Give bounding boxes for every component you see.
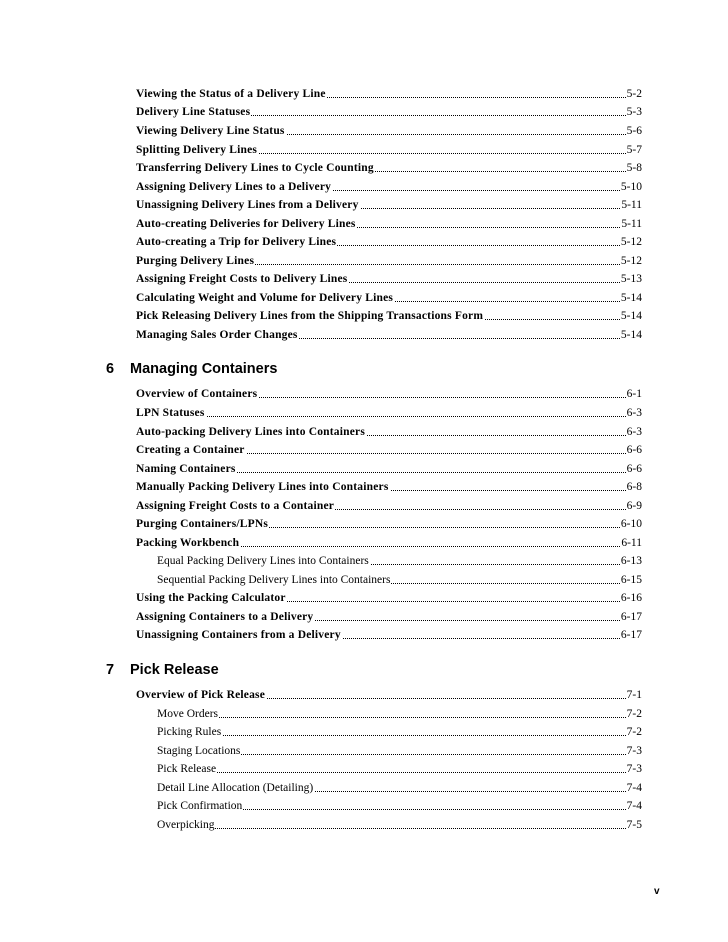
toc-entry[interactable] [0,404,728,422]
toc-entry-title: Managing Sales Order Changes [136,326,299,344]
toc-entry-page: 5-7 [626,141,642,159]
toc-entry-page: 6-17 [620,608,642,626]
toc-entry-title: Unassigning Delivery Lines from a Delivery [136,196,360,214]
toc-entry-page: 5-6 [626,122,642,140]
toc-subentry[interactable] [0,723,728,741]
toc-entry-title: Auto-packing Delivery Lines into Containers [136,423,366,441]
toc-entry[interactable] [0,686,728,704]
toc-subentry[interactable] [0,797,728,815]
chapter-number: 6 [106,361,115,377]
toc-subentry[interactable] [0,779,728,797]
toc-entry[interactable] [0,423,728,441]
toc-entry-title: Overview of Pick Release [136,686,266,704]
toc-entry[interactable] [0,307,728,325]
toc-entry-page: 6-6 [626,460,642,478]
toc-entry-page: 6-17 [620,626,642,644]
toc-entry[interactable] [0,233,728,251]
toc-entry-title: LPN Statuses [136,404,206,422]
toc-entry[interactable] [0,103,728,121]
toc-entry[interactable] [0,326,728,344]
chapter-title: Managing Containers [130,361,278,377]
toc-entry-page: 5-2 [626,85,642,103]
toc-entry-title: Auto-creating a Trip for Delivery Lines [136,233,337,251]
toc-entry-title: Splitting Delivery Lines [136,141,258,159]
toc-entry-title: Picking Rules [157,723,222,741]
chapter-title: Pick Release [130,662,219,678]
toc-entry[interactable] [0,252,728,270]
toc-entry-title: Using the Packing Calculator [136,589,287,607]
toc-entry-page: 6-15 [620,571,642,589]
toc-entry-page: 7-4 [626,797,642,815]
toc-entry-page: 7-2 [626,705,642,723]
toc-subentry[interactable] [0,816,728,834]
toc-entry-page: 5-11 [620,196,642,214]
toc-entry-page: 5-14 [620,289,642,307]
toc-entry-title: Calculating Weight and Volume for Delivery Lines [136,289,394,307]
toc-entry-page: 7-1 [626,686,642,704]
toc-entry-title: Assigning Freight Costs to a Container [136,497,335,515]
toc-entry-page: 5-12 [620,233,642,251]
toc-entry-title: Packing Workbench [136,534,240,552]
dot-leader [157,705,642,723]
toc-entry[interactable] [0,515,728,533]
toc-entry-title: Assigning Containers to a Delivery [136,608,314,626]
toc-entry-title: Pick Release [157,760,217,778]
toc-entry[interactable] [0,385,728,403]
toc-subentry[interactable] [0,742,728,760]
toc-entry-page: 6-8 [626,478,642,496]
toc-entry-title: Assigning Delivery Lines to a Delivery [136,178,332,196]
toc-entry-title: Viewing Delivery Line Status [136,122,286,140]
toc-entry-page: 5-12 [620,252,642,270]
toc-entry-title: Purging Delivery Lines [136,252,255,270]
toc-entry-title: Overpicking [157,816,215,834]
toc-subentry[interactable] [0,571,728,589]
toc-entry-title: Pick Releasing Delivery Lines from the Shipping Transactions Form [136,307,484,325]
chapter-heading[interactable] [106,361,277,377]
toc-entry-page: 6-16 [620,589,642,607]
toc-subentry[interactable] [0,760,728,778]
toc-entry[interactable] [0,589,728,607]
toc-entry-page: 6-3 [626,404,642,422]
toc-entry-title: Move Orders [157,705,219,723]
toc-entry-title: Detail Line Allocation (Detailing) [157,779,314,797]
toc-entry-title: Overview of Containers [136,385,258,403]
toc-entry-page: 5-8 [626,159,642,177]
toc-entry[interactable] [0,178,728,196]
toc-entry-page: 5-13 [620,270,642,288]
toc-entry-page: 6-11 [620,534,642,552]
toc-entry-title: Purging Containers/LPNs [136,515,269,533]
page-folio: v [654,886,660,897]
toc-entry[interactable] [0,215,728,233]
toc-subentry[interactable] [0,552,728,570]
toc-entry[interactable] [0,478,728,496]
toc-entry[interactable] [0,460,728,478]
dot-leader [157,760,642,778]
toc-entry-page: 5-14 [620,326,642,344]
toc-entry[interactable] [0,497,728,515]
toc-entry[interactable] [0,626,728,644]
toc-entry[interactable] [0,196,728,214]
toc-entry-title: Sequential Packing Delivery Lines into Containers [157,571,391,589]
toc-entry-title: Manually Packing Delivery Lines into Containers [136,478,390,496]
toc-entry-title: Naming Containers [136,460,237,478]
chapter-heading[interactable] [106,662,219,678]
toc-entry-title: Staging Locations [157,742,241,760]
toc-entry-page: 6-3 [626,423,642,441]
toc-entry-title: Equal Packing Delivery Lines into Containers [157,552,370,570]
toc-entry-title: Unassigning Containers from a Delivery [136,626,342,644]
toc-entry-page: 7-2 [626,723,642,741]
toc-entry-title: Viewing the Status of a Delivery Line [136,85,327,103]
toc-entry-page: 6-1 [626,385,642,403]
toc-entry[interactable] [0,122,728,140]
dot-leader [136,404,642,422]
toc-entry[interactable] [0,441,728,459]
toc-entry[interactable] [0,608,728,626]
toc-entry-page: 6-6 [626,441,642,459]
toc-entry[interactable] [0,85,728,103]
toc-entry-page: 5-3 [626,103,642,121]
toc-entry-page: 5-14 [620,307,642,325]
toc-entry-title: Pick Confirmation [157,797,243,815]
toc-entry-page: 5-11 [620,215,642,233]
toc-entry-title: Delivery Line Statuses [136,103,251,121]
toc-subentry[interactable] [0,705,728,723]
toc-entry-page: 5-10 [620,178,642,196]
toc-entry-page: 7-4 [626,779,642,797]
toc-entry[interactable] [0,159,728,177]
toc-entry[interactable] [0,270,728,288]
toc-entry-title: Creating a Container [136,441,246,459]
toc-entry-title: Assigning Freight Costs to Delivery Lines [136,270,348,288]
toc-entry-page: 7-3 [626,760,642,778]
toc-entry-title: Transferring Delivery Lines to Cycle Counting [136,159,375,177]
toc-entry[interactable] [0,534,728,552]
toc-entry[interactable] [0,289,728,307]
toc-entry-page: 6-13 [620,552,642,570]
chapter-number: 7 [106,662,115,678]
dot-leader [157,816,642,834]
toc-entry-page: 7-5 [626,816,642,834]
toc-entry-page: 6-10 [620,515,642,533]
toc-entry-title: Auto-creating Deliveries for Delivery Lines [136,215,357,233]
dot-leader [157,723,642,741]
toc-entry-page: 7-3 [626,742,642,760]
toc-entry[interactable] [0,141,728,159]
toc-entry-page: 6-9 [626,497,642,515]
